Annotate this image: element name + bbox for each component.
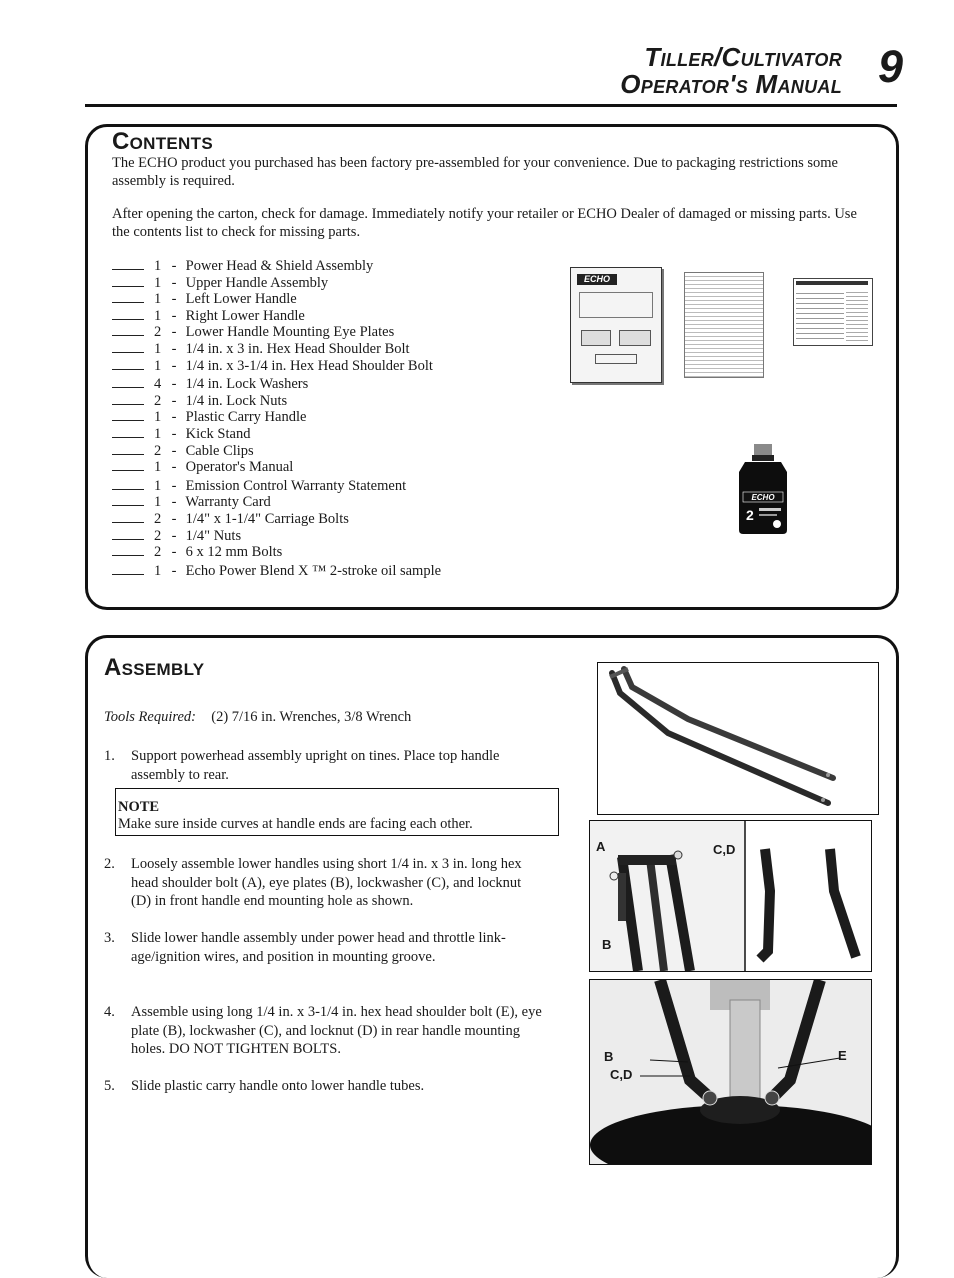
label-b-top: B: [602, 937, 612, 952]
checkbox-line[interactable]: [112, 494, 144, 506]
page-number: 9: [878, 41, 904, 92]
separator: -: [171, 562, 177, 579]
contents-item: [112, 308, 441, 325]
contents-title: Contents: [112, 128, 213, 155]
oil-bottle-brand: ECHO: [751, 493, 775, 502]
item-quantity: 1: [154, 409, 162, 426]
item-name: 6 x 12 mm Bolts: [185, 544, 283, 561]
contents-item: [112, 324, 441, 341]
checkbox-line[interactable]: [112, 511, 144, 523]
item-quantity: 1: [154, 258, 162, 274]
item-quantity: 1: [154, 307, 162, 324]
step-number: 1.: [104, 748, 115, 764]
warranty-card-image: [793, 278, 873, 346]
contents-item: [112, 376, 441, 393]
contents-item: [112, 494, 441, 511]
note-text: Make sure inside curves at handle ends are facing each other.: [118, 816, 473, 832]
step-number: 5.: [104, 1078, 115, 1094]
contents-item: [112, 443, 441, 460]
item-quantity: 1: [154, 291, 162, 308]
item-quantity: 2: [154, 442, 162, 459]
step-text: Slide plastic carry handle onto lower handle tubes.: [131, 1078, 425, 1094]
separator: -: [171, 459, 177, 476]
assembly-step-3: [104, 929, 544, 966]
separator: -: [171, 510, 177, 527]
contents-item: [112, 511, 441, 528]
checkbox-line[interactable]: [112, 291, 144, 303]
separator: -: [171, 376, 177, 393]
warranty-card-column: [846, 289, 868, 341]
svg-text:2: 2: [746, 507, 754, 523]
tools-required-value: (2) 7/16 in. Wrenches, 3/8 Wrench: [211, 709, 412, 725]
item-name: 1/4 in. Lock Nuts: [185, 392, 288, 409]
label-cd-bottom: C,D: [610, 1067, 633, 1082]
oil-bottle-icon: [737, 444, 789, 534]
contents-item: [112, 409, 441, 426]
checkbox-line[interactable]: [112, 393, 144, 405]
item-name: 1/4 in. x 3 in. Hex Head Shoulder Bolt: [185, 340, 410, 357]
note-box: [115, 788, 559, 836]
separator: -: [171, 340, 177, 357]
handles-illustration: [598, 663, 879, 815]
item-quantity: 2: [154, 392, 162, 409]
checkbox-line[interactable]: [112, 544, 144, 556]
item-name: Kick Stand: [185, 425, 251, 442]
contents-item: [112, 291, 441, 308]
separator: -: [171, 544, 177, 561]
assembly-step-4: [104, 1003, 544, 1059]
checkbox-line[interactable]: [112, 258, 144, 270]
item-name: Echo Power Blend X ™ 2-stroke oil sample: [185, 562, 442, 579]
item-quantity: 2: [154, 527, 162, 544]
item-quantity: 1: [154, 274, 162, 291]
separator: -: [171, 274, 177, 291]
contents-intro: The ECHO product you purchased has been factory pre-assembled for your convenience. Due to packaging restrictions some assembly is required.: [112, 155, 838, 189]
assembly-title: Assembly: [104, 654, 205, 681]
item-name: 1/4 in. Lock Washers: [185, 376, 309, 393]
manual-warning-label-2: [619, 330, 651, 346]
label-e: E: [838, 1048, 847, 1063]
checkbox-line[interactable]: [112, 376, 144, 388]
separator: -: [171, 258, 177, 274]
step-number: 4.: [104, 1004, 115, 1020]
item-name: 1/4" x 1-1/4" Carriage Bolts: [185, 510, 349, 527]
contents-check-text: After opening the carton, check for damage. Immediately notify your retailer or ECHO Dealer of damaged or missing parts. Use the contents list to check for missing parts.: [112, 206, 857, 240]
checkbox-line[interactable]: [112, 478, 144, 490]
item-name: Left Lower Handle: [185, 291, 297, 308]
checkbox-line[interactable]: [112, 409, 144, 421]
tools-required: [104, 709, 574, 727]
handles-photo: [597, 662, 879, 815]
manual-cover-text: [579, 292, 653, 318]
separator: -: [171, 392, 177, 409]
step-text: Assemble using long 1/4 in. x 3-1/4 in. hex head shoulder bolt (E), eye plate (B), lockwasher (C), and locknut (D) in rear handle mounting holes. DO NOT TIGHTEN BOLTS.: [131, 1004, 542, 1057]
contents-list: [112, 258, 441, 579]
warranty-card-header: [796, 281, 868, 285]
step-number: 3.: [104, 930, 115, 946]
checkbox-line[interactable]: [112, 528, 144, 540]
item-name: 1/4 in. x 3-1/4 in. Hex Head Shoulder Bolt: [185, 357, 433, 374]
contents-item: [112, 528, 441, 545]
oil-bottle-image: [737, 444, 789, 534]
item-name: Emission Control Warranty Statement: [185, 477, 407, 494]
label-b-bottom: B: [604, 1049, 614, 1064]
separator: -: [171, 442, 177, 459]
item-quantity: 2: [154, 324, 162, 341]
header-rule: [85, 104, 897, 107]
operators-manual-image: [570, 267, 662, 383]
manual-title: [620, 44, 842, 98]
item-name: Power Head & Shield Assembly: [185, 258, 374, 274]
separator: -: [171, 477, 177, 494]
item-name: Warranty Card: [185, 494, 271, 511]
assembly-step-5: [104, 1077, 544, 1096]
item-quantity: 1: [154, 357, 162, 374]
contents-item: [112, 393, 441, 410]
separator: -: [171, 425, 177, 442]
contents-item: [112, 459, 441, 476]
assembly-step-2: [104, 855, 544, 911]
manual-echo-logo: ECHO: [577, 274, 617, 285]
contents-item: [112, 563, 441, 580]
checkbox-line[interactable]: [112, 443, 144, 455]
checkbox-line[interactable]: [112, 459, 144, 471]
item-name: Plastic Carry Handle: [185, 409, 307, 426]
separator: -: [171, 324, 177, 341]
separator: -: [171, 409, 177, 426]
item-quantity: 4: [154, 376, 162, 393]
note-title: NOTE: [118, 799, 160, 815]
manual-title-line1: Tiller/Cultivator: [644, 42, 842, 72]
separator: -: [171, 527, 177, 544]
item-name: Right Lower Handle: [185, 307, 305, 324]
item-name: Operator's Manual: [185, 459, 294, 476]
checkbox-line[interactable]: [112, 358, 144, 370]
step-text: Loosely assemble lower handles using short 1/4 in. x 3 in. long hex head shoulder bolt (A), eye plates (B), lockwasher (C), and locknut (D) in front handle end mounting hole as shown.: [131, 856, 522, 909]
contents-item: [112, 358, 441, 375]
contents-item: [112, 478, 441, 495]
manual-bottom-stripe: [595, 354, 637, 364]
contents-item: [112, 258, 441, 275]
item-quantity: 1: [154, 477, 162, 494]
item-quantity: 1: [154, 340, 162, 357]
checkbox-line[interactable]: [112, 341, 144, 353]
label-cd-top: C,D: [713, 842, 736, 857]
checkbox-line[interactable]: [112, 426, 144, 438]
contents-item: [112, 544, 441, 561]
contents-item: [112, 426, 441, 443]
checkbox-line[interactable]: [112, 563, 144, 575]
step-number: 2.: [104, 856, 115, 872]
item-quantity: 1: [154, 459, 162, 476]
checkbox-line[interactable]: [112, 275, 144, 287]
item-name: 1/4" Nuts: [185, 527, 242, 544]
manual-warning-label-1: [581, 330, 611, 346]
separator: -: [171, 291, 177, 308]
checkbox-line[interactable]: [112, 308, 144, 320]
contents-item: [112, 275, 441, 292]
warranty-card-lines: [796, 289, 844, 341]
separator: -: [171, 494, 177, 511]
item-name: Upper Handle Assembly: [185, 274, 329, 291]
item-quantity: 1: [154, 425, 162, 442]
item-quantity: 1: [154, 562, 162, 579]
warranty-statement-image: [684, 272, 764, 378]
item-name: Cable Clips: [185, 442, 254, 459]
item-quantity: 2: [154, 510, 162, 527]
assembly-step-1: [104, 747, 544, 784]
label-a: A: [596, 839, 606, 854]
tools-required-label: Tools Required:: [104, 709, 196, 725]
contents-item: [112, 341, 441, 358]
manual-title-line2: Operator's Manual: [620, 69, 842, 99]
separator: -: [171, 357, 177, 374]
item-name: Lower Handle Mounting Eye Plates: [185, 324, 395, 341]
item-quantity: 1: [154, 494, 162, 511]
item-quantity: 2: [154, 544, 162, 561]
separator: -: [171, 307, 177, 324]
step-text: Slide lower handle assembly under power head and throttle link-age/ignition wires, and position in mounting groove.: [131, 930, 506, 965]
checkbox-line[interactable]: [112, 324, 144, 336]
step-text: Support powerhead assembly upright on tines. Place top handle assembly to rear.: [131, 748, 500, 783]
